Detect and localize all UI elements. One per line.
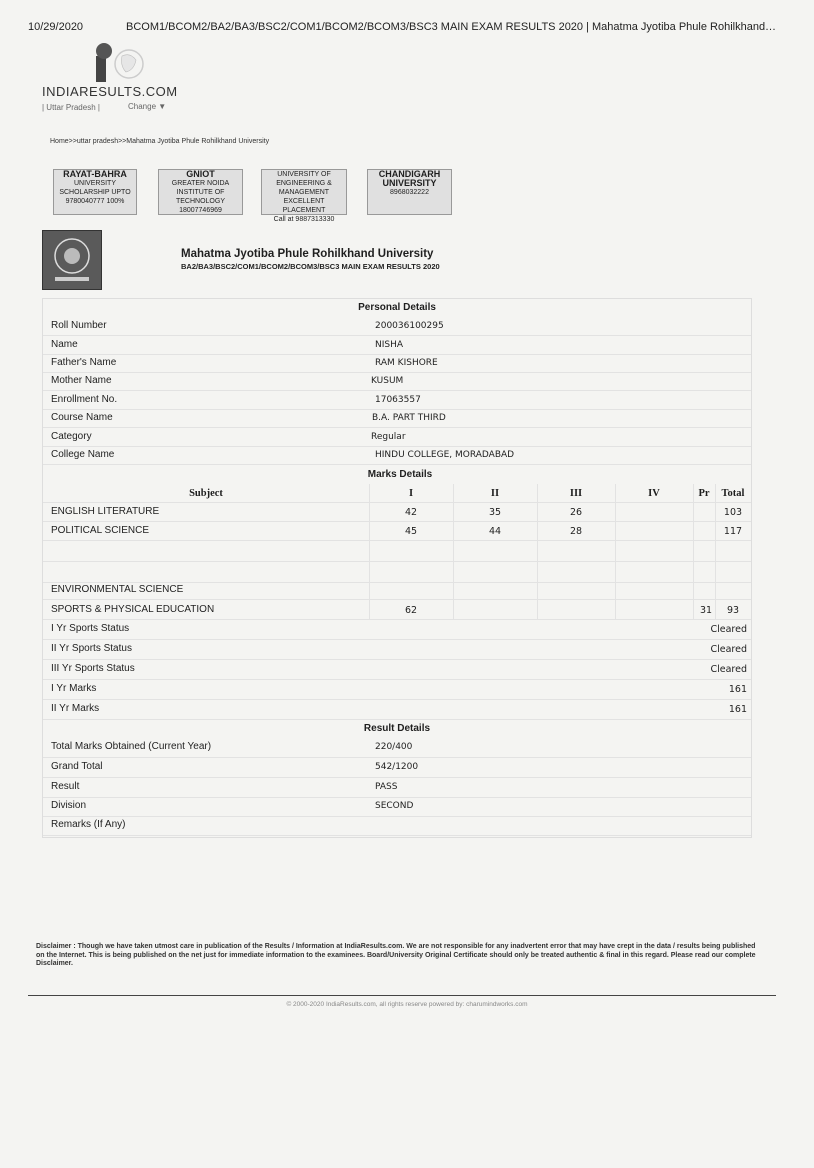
col-iii: III — [569, 488, 583, 499]
table-row — [43, 409, 751, 428]
table-row — [43, 428, 751, 447]
ad-line: 9780040777 100% — [65, 198, 125, 205]
marks-header-row — [43, 484, 751, 503]
table-row — [43, 640, 751, 660]
table-row — [43, 391, 751, 410]
mark-ii: 44 — [488, 526, 502, 537]
table-row — [43, 680, 751, 700]
col-iv: IV — [648, 488, 660, 499]
ad-line: SCHOLARSHIP UPTO — [59, 189, 131, 196]
name-label: Name — [51, 339, 78, 350]
name-value: NISHA — [375, 340, 404, 350]
print-page-title: BCOM1/BCOM2/BA2/BA3/BSC2/COM1/BCOM2/BCOM3/BSC3 MAIN EXAM RESULTS 2020 | Mahatma Jyotiba Phule Rohilkhand… — [126, 21, 777, 33]
indiaresults-logo-icon — [94, 42, 144, 84]
total-marks-label: Total Marks Obtained (Current Year) — [51, 741, 212, 752]
mark-total: 93 — [726, 605, 740, 616]
ad-line: Call at 9887313330 — [273, 216, 335, 223]
table-row — [43, 660, 751, 680]
ad-line: UNIVERSITY OF — [277, 171, 331, 178]
col-ii: II — [490, 488, 500, 499]
ad-banner-gniot[interactable] — [158, 169, 243, 215]
ad-line: 8968032222 — [390, 189, 429, 196]
status-value: Cleared — [710, 624, 747, 635]
status-value: 161 — [728, 704, 747, 715]
table-row — [43, 581, 751, 600]
table-row — [43, 503, 751, 522]
ad-line: INSTITUTE OF — [176, 189, 225, 196]
status-label: I Yr Marks — [51, 683, 97, 694]
ad-line: UNIVERSITY — [382, 178, 437, 188]
course-label: Course Name — [51, 412, 113, 423]
table-row — [43, 816, 751, 836]
table-row — [43, 620, 751, 640]
mark-iii: 26 — [569, 507, 583, 518]
ad-banner-rayat-bahra[interactable] — [53, 169, 137, 215]
ad-line: UNIVERSITY — [73, 180, 116, 187]
ad-line: MANAGEMENT — [278, 189, 330, 196]
col-i: I — [408, 488, 414, 499]
subject-name: POLITICAL SCIENCE — [51, 525, 149, 536]
course-value: B.A. PART THIRD — [372, 413, 446, 423]
site-logo[interactable] — [40, 42, 180, 114]
total-marks-value: 220/400 — [375, 742, 413, 752]
grand-total-label: Grand Total — [51, 761, 103, 772]
table-row — [43, 522, 751, 541]
status-value: Cleared — [710, 664, 747, 675]
subject-name: ENVIRONMENTAL SCIENCE — [51, 584, 184, 595]
subject-name: SPORTS & PHYSICAL EDUCATION — [51, 604, 215, 615]
col-pr: Pr — [698, 488, 710, 499]
ad-line: RAYAT-BAHRA — [63, 169, 127, 179]
result-value: PASS — [375, 782, 398, 792]
table-row — [43, 797, 751, 817]
marks-details-heading: Marks Details — [367, 469, 433, 480]
college-value: HINDU COLLEGE, MORADABAD — [375, 450, 515, 460]
mark-total: 103 — [723, 507, 743, 518]
enrollment-value: 17063557 — [375, 395, 421, 405]
mark-i: 62 — [404, 605, 418, 616]
mother-name-value: KUSUM — [371, 376, 404, 386]
disclaimer-text: Disclaimer : Though we have taken utmost care in publication of the Results / Information at IndiaResults.com. We are not responsible for any inadvertent error that may have crept in the data / results being published on the Internet. This is being published on the net just for immediate information to the examinees. Board/University Original Certificate should only be treated authentic & final in this regard. Please read our complete Disclaimer. — [36, 943, 756, 967]
mark-pr: 31 — [699, 605, 713, 616]
mother-name-label: Mother Name — [51, 375, 112, 386]
table-row — [43, 601, 751, 620]
division-value: SECOND — [375, 801, 414, 811]
table-row — [43, 758, 751, 778]
category-label: Category — [51, 431, 92, 442]
result-label: Result — [51, 781, 80, 792]
personal-details-heading: Personal Details — [358, 302, 436, 313]
division-label: Division — [51, 800, 87, 811]
status-label: II Yr Marks — [51, 703, 100, 714]
enrollment-label: Enrollment No. — [51, 394, 118, 405]
results-table — [42, 298, 752, 838]
table-row — [43, 541, 751, 562]
roll-number-value: 200036100295 — [375, 321, 444, 331]
roll-number-label: Roll Number — [51, 320, 107, 331]
ad-line: GNIOT — [186, 169, 215, 179]
site-name: INDIARESULTS.COM — [42, 84, 178, 99]
ad-line: ENGINEERING & — [276, 180, 332, 187]
mark-total: 117 — [723, 526, 743, 537]
print-date: 10/29/2020 — [28, 21, 84, 33]
footer-divider — [28, 995, 776, 996]
ad-line: CHANDIGARH — [378, 169, 441, 179]
table-row — [43, 336, 751, 355]
ad-line: 18007746969 — [179, 207, 222, 214]
mark-i: 45 — [404, 526, 418, 537]
result-details-heading: Result Details — [363, 723, 431, 734]
col-subject: Subject — [189, 488, 223, 499]
grand-total-value: 542/1200 — [375, 762, 419, 772]
table-row — [43, 317, 751, 336]
table-row — [43, 446, 751, 465]
subject-name: ENGLISH LITERATURE — [51, 506, 160, 517]
table-row — [43, 562, 751, 583]
father-name-value: RAM KISHORE — [375, 358, 438, 368]
status-label: II Yr Sports Status — [51, 643, 132, 654]
table-row — [43, 354, 751, 373]
status-value: Cleared — [710, 644, 747, 655]
change-state-link[interactable]: Change ▼ — [128, 102, 167, 111]
mark-ii: 35 — [488, 507, 502, 518]
ad-line: EXCELLENT PLACEMENT — [282, 198, 326, 214]
breadcrumb[interactable]: Home>>uttar pradesh>>Mahatma Jyotiba Phule Rohilkhand University — [50, 138, 270, 145]
exam-name: BA2/BA3/BSC2/COM1/BCOM2/BCOM3/BSC3 MAIN EXAM RESULTS 2020 — [181, 262, 440, 271]
university-emblem-icon — [42, 230, 102, 290]
table-row — [43, 372, 751, 391]
table-row — [43, 700, 751, 720]
ad-line: TECHNOLOGY — [175, 198, 225, 205]
table-row — [43, 738, 751, 758]
footer-copyright: © 2000-2020 IndiaResults.com, all rights reserve powered by: charumindworks.com — [286, 1001, 528, 1008]
college-label: College Name — [51, 449, 115, 460]
ad-banner-chandigarh[interactable] — [367, 169, 452, 215]
father-name-label: Father's Name — [51, 357, 117, 368]
mark-iii: 28 — [569, 526, 583, 537]
col-total: Total — [721, 488, 745, 499]
ad-banner-uem[interactable] — [261, 169, 347, 223]
table-row — [43, 778, 751, 798]
university-name: Mahatma Jyotiba Phule Rohilkhand University — [181, 248, 434, 260]
status-label: I Yr Sports Status — [51, 623, 130, 634]
mark-i: 42 — [404, 507, 418, 518]
category-value: Regular — [371, 432, 406, 442]
state-label: | Uttar Pradesh | — [42, 103, 100, 112]
status-value: 161 — [728, 684, 747, 695]
ad-line: GREATER NOIDA — [171, 180, 230, 187]
remarks-label: Remarks (If Any) — [51, 819, 126, 830]
status-label: III Yr Sports Status — [51, 663, 135, 674]
